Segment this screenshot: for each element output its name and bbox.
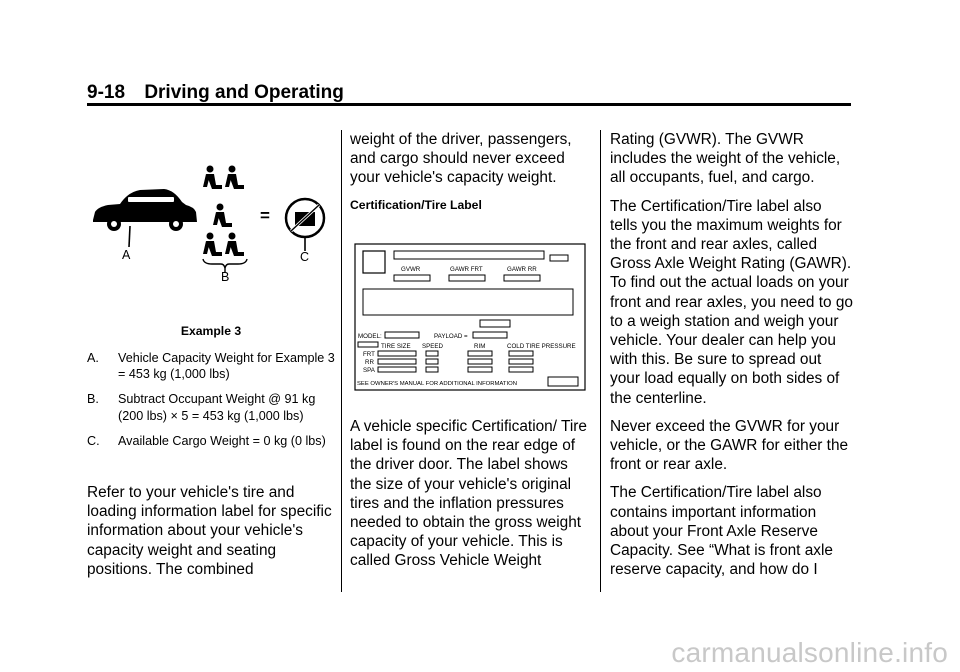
page-number: 9-18 (87, 82, 126, 103)
label-gawr-rr: GAWR RR (507, 266, 537, 273)
list-item-c (87, 433, 337, 449)
label-cold-tire-pressure: COLD TIRE PRESSURE (507, 343, 576, 350)
section-heading: Certification/Tire Label (350, 197, 482, 212)
list-letter: A. (87, 351, 99, 365)
list-letter: B. (87, 392, 99, 407)
list-letter: C. (87, 433, 100, 448)
paragraph: weight of the driver, passengers, and cargo should never exceed your vehicle's capacity weight. (350, 131, 572, 187)
column-2-text (350, 130, 593, 213)
equals-sign: = (260, 206, 270, 225)
list-item-a (87, 350, 337, 382)
occupant-icons (203, 166, 244, 257)
list-text: Available Cargo Weight = 0 kg (0 lbs) (118, 433, 326, 448)
label-rr: RR (365, 359, 374, 366)
section-title: Driving and Operating (144, 82, 344, 103)
label-speed: SPEED (422, 343, 443, 350)
figure-label-b: B (221, 270, 230, 284)
paragraph: Never exceed the GVWR for your vehicle, or the GAWR for either the front or rear axle. (610, 417, 849, 474)
example-list (87, 350, 337, 458)
column-2-bottom-text (350, 417, 593, 580)
label-spa: SPA (363, 367, 375, 374)
label-gawr-frt: GAWR FRT (450, 266, 483, 273)
label-model: MODEL: (358, 333, 382, 340)
no-cargo-icon (286, 199, 324, 237)
column-divider-2 (600, 130, 601, 592)
page-header (87, 82, 851, 104)
column-divider-1 (341, 130, 342, 592)
figure-label-a: A (122, 248, 131, 262)
paragraph: A vehicle specific Certification/ Tire label is found on the rear edge of the driver door. The label shows the size of your vehicle's original tires and the inflation pressures needed to obtain the gross weight capacity of your vehicle. This is called Gross Vehicle Weight (350, 418, 587, 570)
tire-label-illustration (354, 243, 586, 391)
list-text: Subtract Occupant Weight @ 91 kg (200 lbs) × 5 = 453 kg (1,000 lbs) (118, 392, 316, 423)
watermark: carmanualsonline.info (671, 637, 948, 668)
minus-sign: – (181, 207, 190, 224)
label-frt: FRT (363, 351, 375, 358)
label-gvwr: GVWR (401, 266, 421, 273)
paragraph: The Certification/Tire label also contains important information about your Front Axle Reserve Capacity. See “What is front axle reserve capacity, and how do I (610, 484, 833, 579)
example-3-illustration (90, 160, 335, 295)
column-3-text (610, 130, 853, 588)
label-manual-note: SEE OWNER'S MANUAL FOR ADDITIONAL INFORMATION (357, 381, 517, 387)
label-tire-size: TIRE SIZE (381, 343, 411, 350)
example-3-figure (90, 160, 335, 295)
figure-label-c: C (300, 250, 310, 264)
column-1-text (87, 483, 339, 588)
list-text: Vehicle Capacity Weight for Example 3 = 453 kg (1,000 lbs) (118, 351, 335, 382)
paragraph: Rating (GVWR). The GVWR includes the weight of the vehicle, all occupants, fuel, and cargo. (610, 131, 841, 187)
tire-label-figure (354, 243, 586, 391)
figure-caption: Example 3 (180, 324, 242, 338)
label-payload: PAYLOAD = (434, 333, 468, 340)
label-rim: RIM (474, 343, 486, 350)
header-rule (87, 103, 851, 106)
paragraph: The Certification/Tire label also tells you the maximum weights for the front and rear axles, called Gross Axle Weight Rating (GAWR). To find out the actual loads on your front and rear axles, you need to go to a weigh station and weigh your vehicle. Your dealer can help you with this. Be sure to spread out your load equally on both sides of the centerline. (610, 197, 853, 407)
list-item-b (87, 391, 337, 423)
paragraph: Refer to your vehicle's tire and loading information label for specific information about your vehicle's capacity weight and seating positions. The combined (87, 484, 332, 578)
